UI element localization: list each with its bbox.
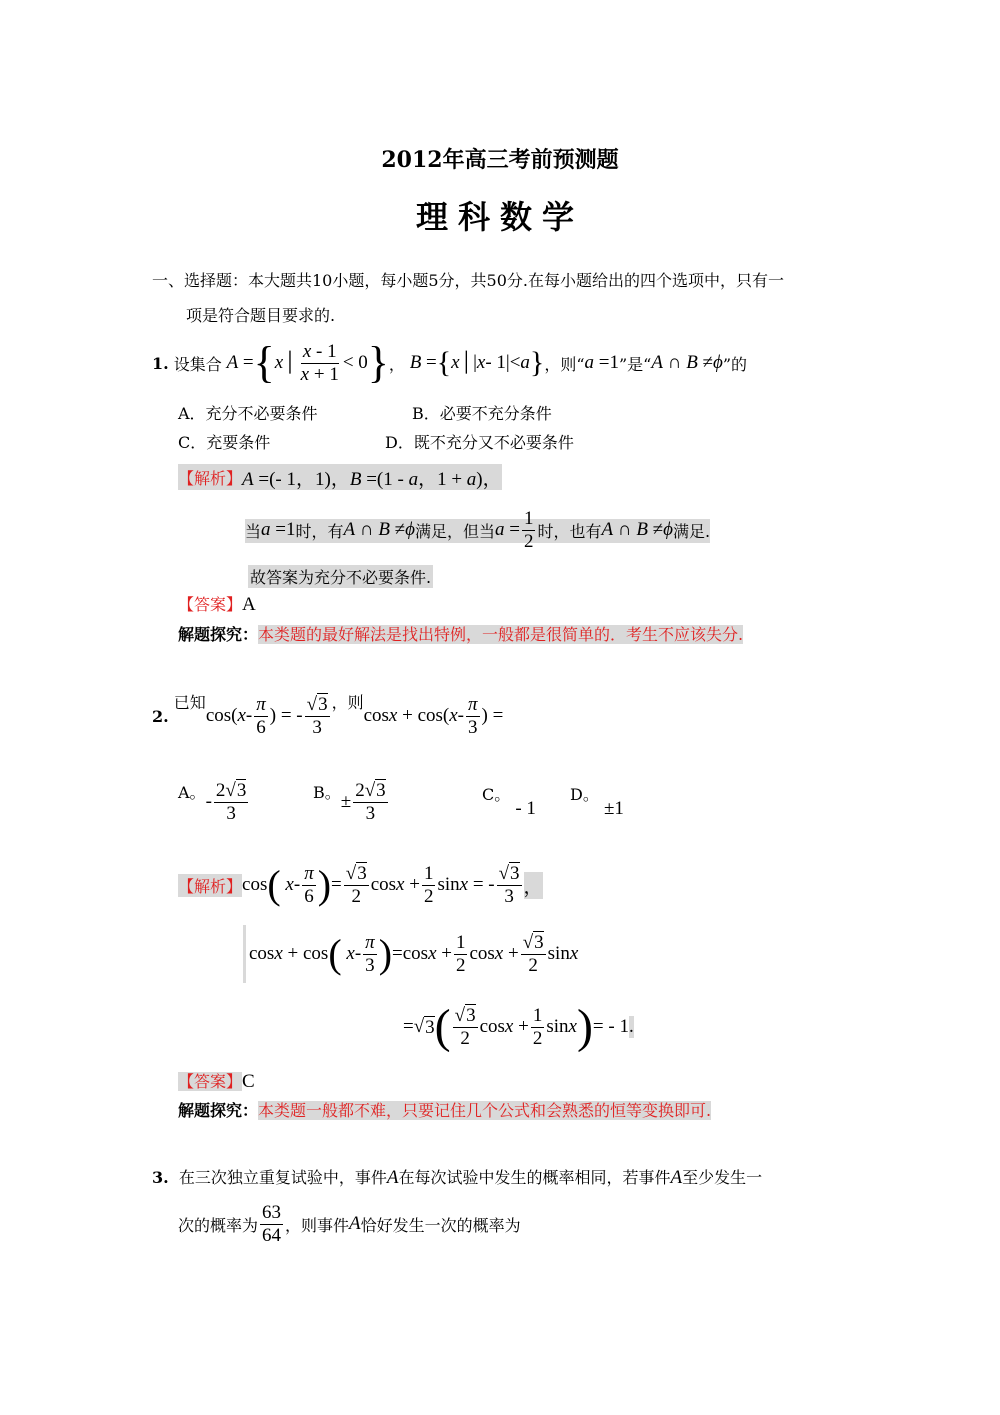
q1-line2-c: 满足，但当	[414, 521, 495, 541]
q2-analysis-line3	[403, 996, 634, 1058]
q1-line2-math1: a =1	[261, 519, 296, 540]
q1-stem-pre: 设集合	[173, 354, 222, 374]
q2-analysis-line1	[178, 856, 543, 914]
q1-option-b: B．必要不充分条件	[412, 404, 552, 423]
q1-stem-mid: ，	[388, 354, 405, 374]
q2-explore	[178, 1098, 711, 1121]
q1-stem-end: ”的	[722, 354, 748, 374]
q3-line2-a: 次的概率为	[178, 1215, 259, 1235]
q1-intersect: A ∩ B ≠ϕ	[651, 352, 723, 373]
q2-analysis-line2	[243, 925, 578, 983]
q3-event-1: A	[386, 1167, 399, 1188]
q1-option-d: D．既不充分又不必要条件	[385, 433, 574, 452]
q2-analysis-eq1: cos ( x - $\frac{\pi}{6}$ ) = $\frac{√3}{2}$ cos x + $\frac{1}{2}$ sin x = - $\frac{√3}{3}$ ，	[242, 862, 543, 907]
q1-line2-d: 时，也有	[537, 521, 602, 541]
q1-line2-math3: a = $\frac{1}{2}$	[495, 507, 534, 552]
q2-option-c-value: - 1	[515, 798, 536, 819]
q1-line2-math2: A ∩ B ≠ϕ	[343, 519, 415, 540]
q2-given: cos( x - $\frac{\pi}{6}$ ) = - $\frac{√3}{3}$	[205, 693, 328, 738]
q1-set-a: A = { x │ $\frac{x - 1}{x + 1}$ < 0 }	[226, 338, 389, 387]
q1-answer	[178, 592, 256, 616]
q1-line2-math4: A ∩ B ≠ϕ	[601, 519, 673, 540]
q1-answer-tag: 【答案】	[178, 595, 243, 614]
q1-stem-then: ，则“	[544, 354, 585, 374]
q1-line2-b: 时，有	[295, 521, 344, 541]
q3-line2-c: 恰好发生一次的概率为	[360, 1215, 521, 1235]
section-heading-line2: 项是符合题目要求的.	[186, 306, 336, 325]
q1-analysis-line3: 故答案为充分不必要条件.	[248, 565, 433, 588]
q1-option-c: C．充要条件	[178, 433, 271, 452]
q1-analysis-line1	[178, 464, 502, 490]
q2-target: cos x + cos( x - $\frac{\pi}{3}$ ) =	[363, 693, 504, 738]
q3-line2	[178, 1198, 521, 1250]
q2-option-c	[482, 782, 536, 819]
q2-option-d-value: ±1	[603, 798, 624, 819]
q3-event-2: A	[670, 1167, 683, 1188]
q2-stem-then: ，则	[331, 693, 364, 712]
q2-explore-text: 本类题一般都不难，只要记住几个公式和会熟悉的恒等变换即可.	[258, 1101, 712, 1120]
section-heading-line1: 一、选择题：本大题共10小题，每小题5分，共50分.在每小题给出的四个选项中，只有一	[152, 271, 784, 290]
q3-line1-b: 在每次试验中发生的概率相同，若事件	[398, 1168, 671, 1187]
q3-number: 3.	[152, 1168, 169, 1187]
q2-answer-value: C	[242, 1071, 255, 1092]
q2-option-b-value: ± $\frac{2√3}{3}$	[340, 780, 386, 824]
q2-analysis-eq2: cos x + cos ( x - $\frac{\pi}{3}$ ) =cos x + $\frac{1}{2}$ cos x + $\frac{√3}{2}$ sin x	[249, 931, 579, 976]
q2-answer	[178, 1069, 255, 1093]
q1-line2-a: 当	[245, 521, 262, 541]
q1-analysis-line2	[245, 505, 710, 555]
q1-answer-value: A	[242, 594, 256, 615]
q2-analysis-tag: 【解析】	[178, 874, 242, 897]
q2-option-c-label: C。	[482, 785, 511, 804]
q3-line1-c: 至少发生一	[682, 1168, 763, 1187]
subject-title: 理科数学	[415, 198, 584, 236]
q1-line2-e: 满足.	[672, 521, 711, 541]
q2-option-b	[313, 780, 390, 825]
q1-analysis-tag: 【解析】	[178, 468, 243, 488]
q2-answer-tag: 【答案】	[178, 1072, 243, 1091]
q1-explore-tag: 解题探究：	[178, 625, 259, 644]
q2-explore-tag: 解题探究：	[178, 1101, 259, 1120]
q2-option-d	[570, 782, 624, 819]
q1-stem-is: ”是“	[618, 354, 652, 374]
page-title: 2012年高三考前预测题	[381, 147, 619, 173]
q3-line1	[152, 1165, 762, 1189]
q2-option-d-label: D。	[570, 785, 599, 804]
q1-option-a: A．充分不必要条件	[178, 404, 318, 423]
q2-stem	[152, 690, 503, 742]
q1-set-b: B = { x │| x - 1|< a }	[409, 346, 545, 379]
q2-option-a-value: - $\frac{2√3}{3}$	[205, 780, 247, 824]
q1-explore-text: 本类题的最好解法是找出特例，一般都是很简单的．考生不应该失分.	[258, 625, 744, 644]
q1-cond: a =1	[584, 352, 619, 373]
q3-line2-b: ，则事件	[285, 1215, 350, 1235]
q2-number: 2.	[152, 706, 169, 726]
q3-probability: $\frac{63}{64}$	[262, 1201, 282, 1246]
q1-stem	[152, 337, 747, 389]
q1-explore	[178, 622, 743, 645]
q3-line1-a: 在三次独立重复试验中，事件	[178, 1168, 387, 1187]
q2-stem-pre: 已知	[173, 693, 206, 712]
q1-analysis-a: A =(- 1，1)，B =(1 - a，1 + a)，	[242, 468, 502, 490]
q2-option-b-label: B。	[313, 783, 341, 802]
q3-event-3: A	[349, 1213, 361, 1234]
q2-option-a-label: A。	[178, 783, 206, 802]
q2-analysis-eq3: =√ 3 ( $\frac{√3}{2}$ cos x + $\frac{1}{2}$ sin x ) = - 1 .	[403, 1000, 634, 1053]
q2-option-a	[178, 780, 250, 825]
q1-number: 1.	[152, 353, 169, 373]
